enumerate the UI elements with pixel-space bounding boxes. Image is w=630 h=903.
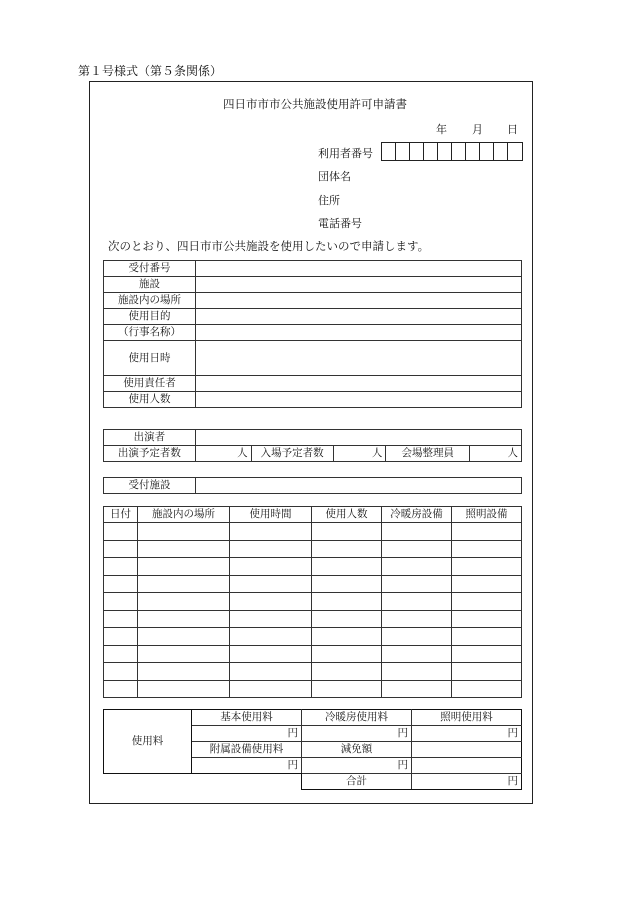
header-hvac: 冷暖房設備: [382, 507, 452, 523]
digit-box[interactable]: [410, 143, 424, 160]
header-lighting: 照明設備: [452, 507, 522, 523]
schedule-cell[interactable]: [382, 610, 452, 628]
schedule-cell[interactable]: [312, 575, 382, 593]
schedule-cell[interactable]: [312, 540, 382, 558]
row-label: 使用人数: [104, 392, 196, 408]
table-row: [104, 558, 522, 576]
table-row: [104, 430, 522, 446]
schedule-cell[interactable]: [138, 523, 230, 541]
digit-box[interactable]: [382, 143, 396, 160]
row-label: 使用日時: [104, 341, 196, 376]
schedule-cell[interactable]: [138, 575, 230, 593]
schedule-cell[interactable]: [230, 575, 312, 593]
header-date: 日付: [104, 507, 138, 523]
table-row: [104, 277, 522, 293]
schedule-cell[interactable]: [312, 523, 382, 541]
table-row: [104, 392, 522, 408]
table-row: [104, 309, 522, 325]
schedule-cell[interactable]: [104, 558, 138, 576]
schedule-cell[interactable]: [452, 540, 522, 558]
table-row: [104, 478, 522, 494]
digit-box[interactable]: [396, 143, 410, 160]
schedule-cell[interactable]: [138, 645, 230, 663]
table-row: [104, 261, 522, 277]
schedule-cell[interactable]: [382, 663, 452, 681]
table-row: [104, 710, 522, 726]
schedule-cell[interactable]: [104, 645, 138, 663]
schedule-cell[interactable]: [230, 610, 312, 628]
hvac-fee-label: 冷暖房使用料: [302, 710, 412, 726]
schedule-cell[interactable]: [104, 663, 138, 681]
schedule-cell[interactable]: [230, 645, 312, 663]
schedule-cell[interactable]: [104, 575, 138, 593]
total-label: 合計: [302, 774, 412, 790]
table-row: [104, 523, 522, 541]
field-cell[interactable]: [196, 309, 522, 325]
audience-label: 入場予定者数: [251, 446, 333, 462]
performer-label: 出演者: [104, 430, 196, 446]
schedule-cell[interactable]: [104, 540, 138, 558]
main-info-table: [103, 260, 522, 408]
reception-facility-table: [103, 477, 522, 494]
lighting-fee-label: 照明使用料: [412, 710, 522, 726]
row-label: 使用責任者: [104, 376, 196, 392]
schedule-cell[interactable]: [382, 540, 452, 558]
fee-label: 使用料: [104, 710, 192, 774]
schedule-cell[interactable]: [312, 628, 382, 646]
total-field[interactable]: 円: [412, 774, 522, 790]
digit-box[interactable]: [508, 143, 522, 160]
schedule-cell[interactable]: [230, 663, 312, 681]
basic-fee-label: 基本使用料: [192, 710, 302, 726]
digit-box[interactable]: [452, 143, 466, 160]
intro-text: 次のとおり、四日市市公共施設を使用したいので申請します。: [108, 239, 430, 253]
schedule-cell[interactable]: [104, 593, 138, 611]
field-cell[interactable]: [196, 277, 522, 293]
user-number-label: 利用者番号: [318, 147, 373, 160]
schedule-cell[interactable]: [138, 663, 230, 681]
group-name-label: 団体名: [318, 170, 351, 183]
schedule-cell[interactable]: [312, 558, 382, 576]
hvac-fee-field[interactable]: 円: [302, 726, 412, 742]
schedule-cell[interactable]: [382, 680, 452, 698]
digit-box[interactable]: [438, 143, 452, 160]
row-label: 施設: [104, 277, 196, 293]
form-number-label: 第１号様式（第５条関係）: [78, 64, 223, 78]
date-year: 年: [436, 123, 447, 136]
planned-performers-field[interactable]: 人: [195, 446, 251, 462]
schedule-cell[interactable]: [230, 558, 312, 576]
schedule-cell[interactable]: [138, 628, 230, 646]
schedule-cell[interactable]: [312, 680, 382, 698]
schedule-cell[interactable]: [452, 610, 522, 628]
row-label: 施設内の場所: [104, 293, 196, 309]
field-cell[interactable]: [196, 261, 522, 277]
audience-field[interactable]: 人: [333, 446, 386, 462]
spacer-cell: [104, 774, 192, 790]
schedule-cell[interactable]: [230, 523, 312, 541]
row-label: 使用目的: [104, 309, 196, 325]
table-row: [104, 774, 522, 790]
digit-box[interactable]: [480, 143, 494, 160]
schedule-table: [103, 506, 522, 698]
table-row: [104, 628, 522, 646]
reduction-label: 減免額: [302, 742, 412, 758]
fees-table: [103, 709, 522, 790]
schedule-cell[interactable]: [382, 575, 452, 593]
reduction-field[interactable]: 円: [302, 758, 412, 774]
basic-fee-field[interactable]: 円: [192, 726, 302, 742]
blank-cell: [412, 758, 522, 774]
table-row: [104, 645, 522, 663]
schedule-cell[interactable]: [104, 610, 138, 628]
schedule-cell[interactable]: [452, 558, 522, 576]
row-label: 受付番号: [104, 261, 196, 277]
blank-cell: [412, 742, 522, 758]
planned-performers-label: 出演予定者数: [104, 446, 196, 462]
schedule-cell[interactable]: [382, 645, 452, 663]
schedule-header-row: [104, 507, 522, 523]
reception-facility-label: 受付施設: [104, 478, 196, 494]
performers-table: [103, 429, 522, 462]
table-row: [104, 376, 522, 392]
schedule-cell[interactable]: [452, 645, 522, 663]
digit-box[interactable]: [466, 143, 480, 160]
field-cell[interactable]: [196, 341, 522, 376]
schedule-cell[interactable]: [138, 540, 230, 558]
schedule-cell[interactable]: [138, 610, 230, 628]
schedule-cell[interactable]: [382, 628, 452, 646]
lighting-fee-field[interactable]: 円: [412, 726, 522, 742]
schedule-cell[interactable]: [312, 645, 382, 663]
table-row: [104, 341, 522, 376]
schedule-cell[interactable]: [104, 680, 138, 698]
schedule-cell[interactable]: [452, 593, 522, 611]
schedule-cell[interactable]: [452, 628, 522, 646]
schedule-cell[interactable]: [382, 558, 452, 576]
staff-label: 会場整理員: [386, 446, 470, 462]
table-row: [104, 610, 522, 628]
schedule-cell[interactable]: [452, 575, 522, 593]
row-label: （行事名称）: [104, 325, 196, 341]
table-row: [104, 680, 522, 698]
schedule-cell[interactable]: [230, 680, 312, 698]
performer-field[interactable]: [195, 430, 521, 446]
schedule-cell[interactable]: [230, 540, 312, 558]
schedule-cell[interactable]: [452, 680, 522, 698]
schedule-cell[interactable]: [138, 558, 230, 576]
schedule-cell[interactable]: [382, 593, 452, 611]
date-month: 月: [472, 123, 483, 136]
table-row: [104, 663, 522, 681]
date-day: 日: [507, 123, 518, 136]
reception-facility-field[interactable]: [196, 478, 522, 494]
schedule-cell[interactable]: [452, 523, 522, 541]
spacer-cell: [192, 774, 302, 790]
table-row: [104, 446, 522, 462]
schedule-cell[interactable]: [312, 593, 382, 611]
schedule-cell[interactable]: [312, 663, 382, 681]
equipment-fee-field[interactable]: 円: [192, 758, 302, 774]
table-row: [104, 293, 522, 309]
header-people: 使用人数: [312, 507, 382, 523]
equipment-fee-label: 附属設備使用料: [192, 742, 302, 758]
phone-label: 電話番号: [318, 217, 362, 230]
header-time: 使用時間: [230, 507, 312, 523]
schedule-cell[interactable]: [452, 663, 522, 681]
schedule-cell[interactable]: [138, 680, 230, 698]
schedule-cell[interactable]: [138, 593, 230, 611]
table-row: [104, 540, 522, 558]
form-title: 四日市市市公共施設使用許可申請書: [223, 97, 407, 111]
header-location: 施設内の場所: [138, 507, 230, 523]
staff-field[interactable]: 人: [470, 446, 522, 462]
table-row: [104, 575, 522, 593]
field-cell[interactable]: [196, 293, 522, 309]
schedule-cell[interactable]: [104, 628, 138, 646]
address-label: 住所: [318, 194, 340, 207]
digit-box[interactable]: [494, 143, 508, 160]
schedule-cell[interactable]: [312, 610, 382, 628]
field-cell[interactable]: [196, 376, 522, 392]
field-cell[interactable]: [196, 392, 522, 408]
schedule-cell[interactable]: [230, 593, 312, 611]
user-number-boxes[interactable]: [381, 142, 523, 161]
schedule-cell[interactable]: [104, 523, 138, 541]
schedule-cell[interactable]: [382, 523, 452, 541]
field-cell[interactable]: [196, 325, 522, 341]
digit-box[interactable]: [424, 143, 438, 160]
table-row: [104, 593, 522, 611]
schedule-cell[interactable]: [230, 628, 312, 646]
table-row: [104, 325, 522, 341]
